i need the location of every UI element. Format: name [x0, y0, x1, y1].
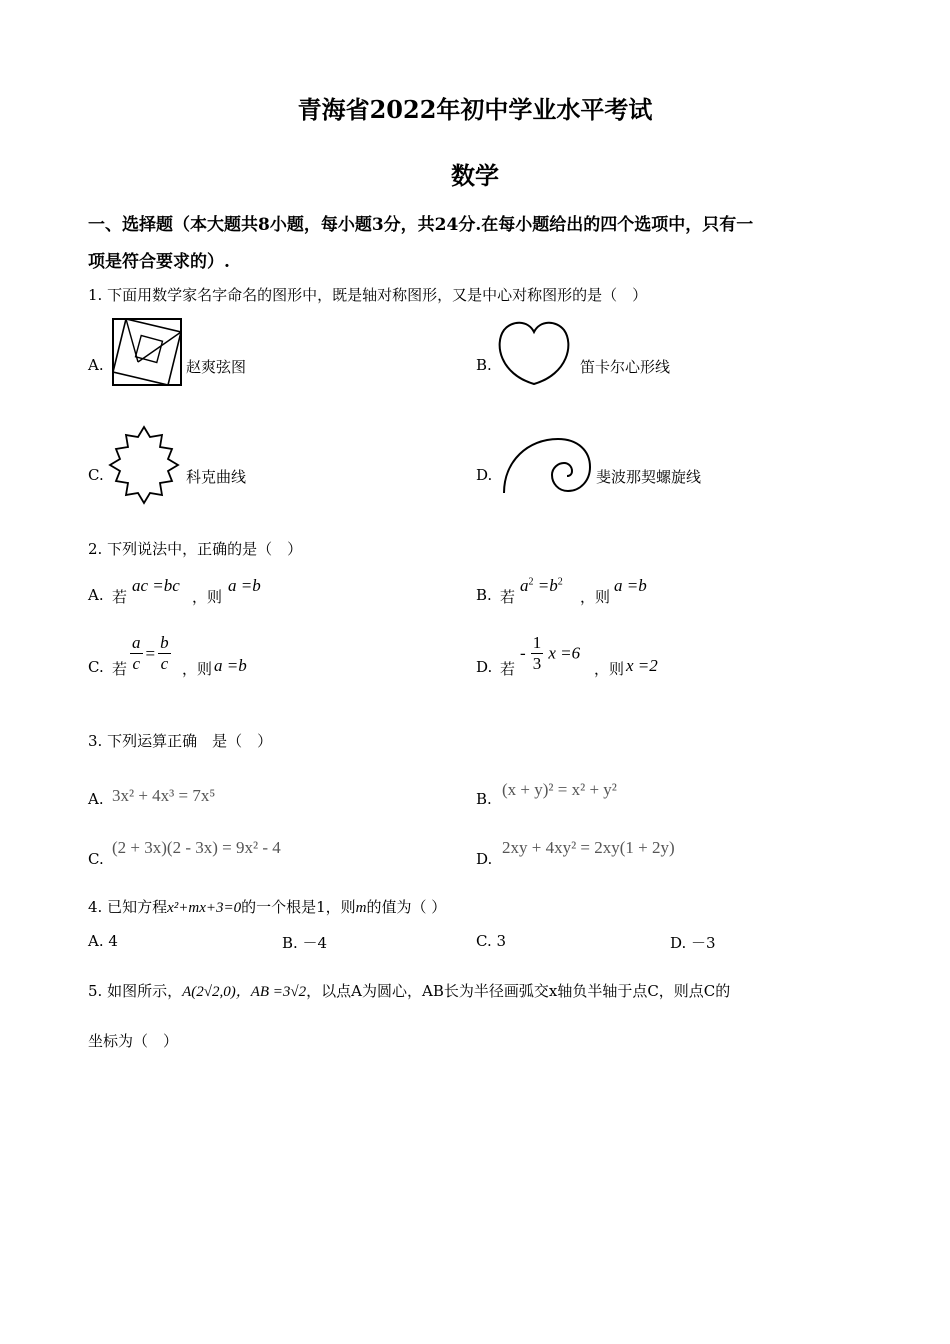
section-heading-line2: 项是符合要求的）.	[88, 252, 230, 272]
q2-b-base-a: a	[520, 576, 529, 595]
q2-option-c-expr2: a =b	[214, 656, 247, 675]
q2-c-num1: a	[132, 633, 141, 652]
q2-option-a-expr1: ac =bc	[132, 576, 180, 595]
q3-option-a-letter: A.	[88, 790, 104, 808]
q2-option-a-comma: ，则	[192, 588, 223, 606]
q1-option-a-letter: A.	[88, 356, 104, 374]
q2-option-b-expr1	[520, 576, 563, 596]
q1-option-d-letter: D.	[476, 466, 493, 484]
q2-c-den2: c	[160, 654, 169, 673]
q2-option-d-comma: ，则	[594, 660, 625, 678]
q2-option-d-letter: D.	[476, 658, 493, 676]
exam-title: 青海省2022年初中学业水平考试	[297, 95, 653, 124]
q2-option-c-letter: C.	[88, 658, 104, 676]
q2-b-base-b: b	[549, 576, 558, 595]
q2-option-b-expr2: a =b	[614, 576, 647, 595]
q2-option-d-expr2: x =2	[626, 656, 658, 675]
question-5-stem-line2: 坐标为（ ）	[88, 1032, 179, 1050]
q1-option-d-caption: 斐波那契螺旋线	[596, 468, 702, 486]
q2-c-den1: c	[132, 654, 141, 673]
q2-option-c-fraction-eq	[130, 633, 171, 674]
q4-stem-m: m	[355, 900, 367, 916]
q2-option-d-ruo: 若	[500, 660, 516, 678]
subject-title: 数学	[451, 161, 499, 190]
question-3-stem: 3. 下列运算正确 是（ ）	[88, 732, 273, 750]
q5-point-a: A(2√2,0)	[182, 984, 236, 1000]
q4-option-a: A. 4	[88, 932, 118, 950]
q3-option-c-letter: C.	[88, 850, 104, 868]
question-2-stem: 2. 下列说法中，正确的是（ ）	[88, 540, 303, 558]
q2-option-a-letter: A.	[88, 586, 104, 604]
q2-c-eq: =	[145, 643, 156, 663]
section-heading-line1: 一、选择题（本大题共8小题，每小题3分，共24分.在每小题给出的四个选项中，只有一	[88, 215, 754, 235]
fibonacci-spiral-icon	[500, 435, 592, 495]
q4-stem-pre: 4. 已知方程	[88, 898, 168, 916]
q3-option-a-expr: 3x² + 4x³ = 7x⁵	[112, 786, 216, 805]
question-1-stem: 1. 下面用数学家名字命名的图形中，既是轴对称图形，又是中心对称图形的是（ ）	[88, 286, 648, 304]
q5-line1-post: ，以点A为圆心，AB长为半径画弧交x轴负半轴于点C，则点C的	[306, 982, 731, 1000]
q2-option-d-fraction-eq	[520, 633, 580, 674]
q2-b-exp-b: 2	[557, 576, 563, 588]
q1-option-a-caption: 赵爽弦图	[186, 358, 247, 376]
q4-stem-eq: x²+mx+3=0	[167, 900, 242, 916]
q3-option-c-expr: (2 + 3x)(2 - 3x) = 9x² - 4	[112, 838, 281, 857]
q2-c-num2: b	[160, 633, 169, 652]
q2-d-den: 3	[532, 654, 542, 673]
q2-d-expr1: x =6	[548, 643, 581, 663]
q1-option-b-letter: B.	[476, 356, 492, 374]
zhaoshuang-diagram-icon	[112, 318, 182, 386]
q2-b-eq: =	[533, 576, 550, 595]
q2-option-c-ruo: 若	[112, 660, 128, 678]
q3-option-b-expr: (x + y)² = x² + y²	[502, 780, 617, 799]
q4-option-c: C. 3	[476, 932, 507, 950]
q3-option-d-expr: 2xy + 4xy² = 2xy(1 + 2y)	[502, 838, 675, 857]
q1-option-c-caption: 科克曲线	[186, 468, 247, 486]
koch-snowflake-icon	[108, 425, 180, 503]
q4-stem-post: 的一个根是1，则	[241, 898, 356, 916]
q4-option-b: B. －4	[282, 934, 328, 952]
q1-option-b-caption: 笛卡尔心形线	[580, 358, 671, 376]
q3-option-b-letter: B.	[476, 790, 492, 808]
q4-stem-end: 的值为（ ）	[366, 898, 447, 916]
q2-option-a-ruo: 若	[112, 588, 128, 606]
q2-option-b-letter: B.	[476, 586, 492, 604]
q5-ab: ，AB =3√2	[235, 984, 307, 1000]
q2-option-b-comma: ，则	[580, 588, 611, 606]
q1-option-c-letter: C.	[88, 466, 104, 484]
question-5-stem-line1	[88, 980, 730, 1001]
q2-option-a-expr2: a =b	[228, 576, 261, 595]
q2-option-b-ruo: 若	[500, 588, 516, 606]
q5-line1-pre: 5. 如图所示，	[88, 982, 183, 1000]
cardioid-icon	[496, 318, 576, 386]
q2-option-c-comma: ，则	[182, 660, 213, 678]
q2-b-exp-a: 2	[528, 576, 534, 588]
question-4-stem	[88, 896, 446, 917]
q4-option-d: D. －3	[670, 934, 716, 952]
q3-option-d-letter: D.	[476, 850, 493, 868]
q2-d-num: 1	[532, 633, 542, 652]
q2-d-minus: -	[520, 643, 526, 663]
